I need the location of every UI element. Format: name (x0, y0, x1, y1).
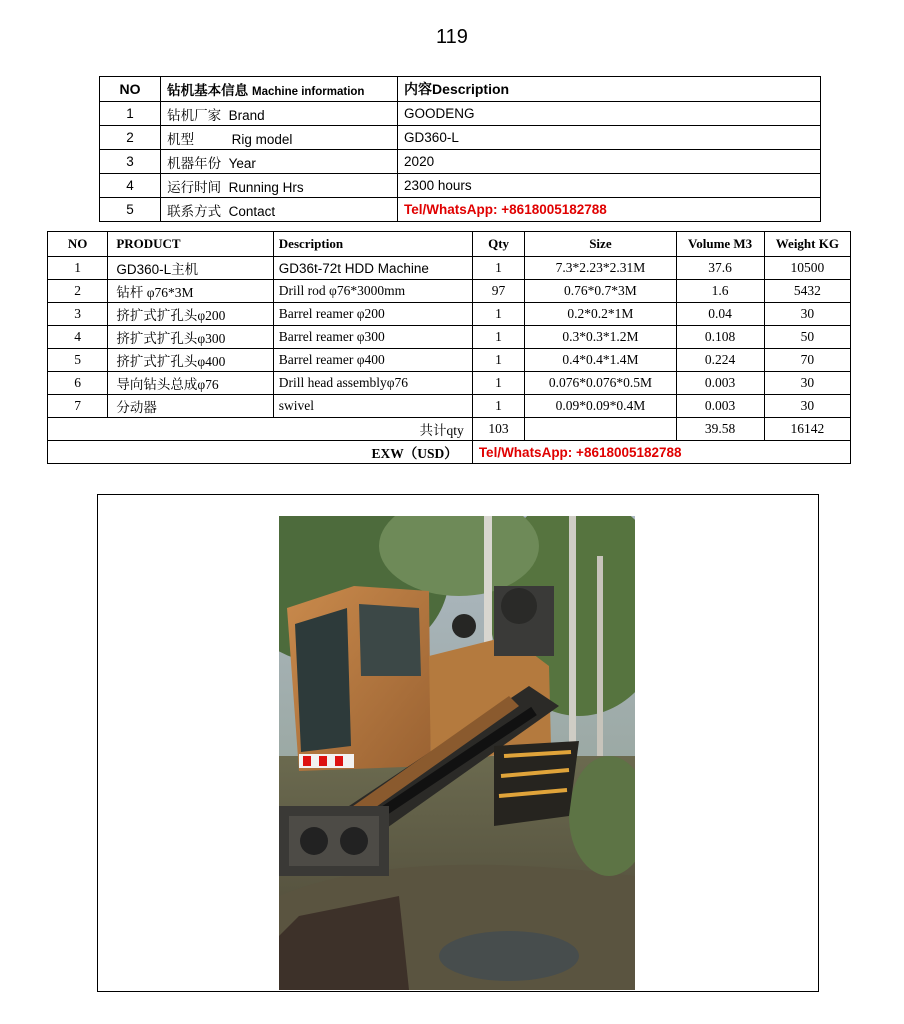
info-row (100, 102, 821, 126)
page-number: 119 (436, 26, 468, 48)
machine-info-table (99, 76, 821, 222)
cell-no: 5 (48, 349, 108, 372)
info-row (100, 174, 821, 198)
header-description: 内容Description (398, 77, 821, 102)
product-header (48, 232, 851, 257)
cell-size: 0.09*0.09*0.4M (525, 395, 676, 418)
product-row (48, 395, 851, 418)
cell-no: 3 (48, 303, 108, 326)
exw-contact: Tel/WhatsApp: +8618005182788 (472, 441, 850, 464)
info-no: 3 (100, 150, 161, 174)
cell-qty: 1 (472, 326, 524, 349)
cell-description: GD36t-72t HDD Machine (273, 257, 472, 280)
cell-description: Barrel reamer φ400 (273, 349, 472, 372)
cell-weight: 10500 (764, 257, 850, 280)
cell-description: Barrel reamer φ200 (273, 303, 472, 326)
total-weight: 16142 (764, 418, 850, 441)
info-label-en: Running Hrs (228, 179, 304, 195)
info-label (161, 102, 398, 126)
info-value: GD360-L (398, 126, 821, 150)
cell-volume: 1.6 (676, 280, 764, 303)
col-product: PRODUCT (108, 232, 273, 257)
header-info-zh: 钻机基本信息 (167, 83, 249, 99)
cell-size: 0.076*0.076*0.5M (525, 372, 676, 395)
cell-description: Drill head assemblyφ76 (273, 372, 472, 395)
cell-description: Drill rod φ76*3000mm (273, 280, 472, 303)
col-description: Description (273, 232, 472, 257)
header-no: NO (100, 77, 161, 102)
total-label: 共计qty (48, 418, 473, 441)
exw-label: EXW（USD） (48, 441, 473, 464)
cell-volume: 37.6 (676, 257, 764, 280)
info-label-en: Rig model (231, 131, 293, 147)
cell-qty: 1 (472, 303, 524, 326)
cell-no: 4 (48, 326, 108, 349)
cell-volume: 0.003 (676, 372, 764, 395)
info-row (100, 150, 821, 174)
cell-qty: 97 (472, 280, 524, 303)
info-value: 2020 (398, 150, 821, 174)
product-row (48, 372, 851, 395)
cell-weight: 70 (764, 349, 850, 372)
cell-qty: 1 (472, 349, 524, 372)
cell-size: 7.3*2.23*2.31M (525, 257, 676, 280)
total-volume: 39.58 (676, 418, 764, 441)
product-row (48, 280, 851, 303)
info-label-zh: 机器年份 (167, 155, 222, 172)
cell-no: 7 (48, 395, 108, 418)
product-row (48, 257, 851, 280)
info-label-zh: 运行时间 (167, 179, 222, 196)
cell-qty: 1 (472, 372, 524, 395)
cell-weight: 5432 (764, 280, 850, 303)
cell-no: 6 (48, 372, 108, 395)
cell-no: 1 (48, 257, 108, 280)
cell-product: 挤扩式扩孔头φ300 (108, 326, 273, 349)
cell-volume: 0.108 (676, 326, 764, 349)
cell-weight: 30 (764, 372, 850, 395)
cell-weight: 50 (764, 326, 850, 349)
cell-size: 0.2*0.2*1M (525, 303, 676, 326)
cell-product: 钻杆 φ76*3M (108, 280, 273, 303)
info-label-zh: 联系方式 (167, 203, 222, 220)
info-no: 2 (100, 126, 161, 150)
col-weight: Weight KG (764, 232, 850, 257)
info-value: 2300 hours (398, 174, 821, 198)
info-label (161, 126, 398, 150)
info-row (100, 126, 821, 150)
cell-size: 0.4*0.4*1.4M (525, 349, 676, 372)
cell-no: 2 (48, 280, 108, 303)
cell-volume: 0.224 (676, 349, 764, 372)
col-no: NO (48, 232, 108, 257)
info-row (100, 198, 821, 222)
total-qty: 103 (472, 418, 524, 441)
cell-weight: 30 (764, 303, 850, 326)
col-volume: Volume M3 (676, 232, 764, 257)
product-row (48, 303, 851, 326)
machine-info-header (100, 77, 821, 102)
exw-row (48, 441, 851, 464)
total-row (48, 418, 851, 441)
cell-product: 挤扩式扩孔头φ200 (108, 303, 273, 326)
header-info-en: Machine information (251, 86, 365, 98)
cell-volume: 0.04 (676, 303, 764, 326)
cell-product: 导向钻头总成φ76 (108, 372, 273, 395)
info-no: 5 (100, 198, 161, 222)
cell-size: 0.76*0.7*3M (525, 280, 676, 303)
info-label-en: Brand (228, 107, 265, 123)
info-no: 4 (100, 174, 161, 198)
cell-qty: 1 (472, 257, 524, 280)
cell-volume: 0.003 (676, 395, 764, 418)
col-size: Size (525, 232, 676, 257)
cell-description: swivel (273, 395, 472, 418)
cell-qty: 1 (472, 395, 524, 418)
cell-weight: 30 (764, 395, 850, 418)
cell-size: 0.3*0.3*1.2M (525, 326, 676, 349)
cell-description: Barrel reamer φ300 (273, 326, 472, 349)
drilling-rig-photo (279, 516, 635, 990)
product-row (48, 326, 851, 349)
header-machine-info (161, 77, 398, 102)
total-size-empty (525, 418, 676, 441)
cell-product: GD360-L主机 (108, 257, 273, 280)
info-label (161, 174, 398, 198)
col-qty: Qty (472, 232, 524, 257)
product-table (47, 231, 851, 464)
info-label (161, 198, 398, 222)
cell-product: 分动器 (108, 395, 273, 418)
info-label (161, 150, 398, 174)
info-label-en: Contact (228, 203, 276, 219)
product-row (48, 349, 851, 372)
contact-value: Tel/WhatsApp: +8618005182788 (398, 198, 821, 222)
info-label-zh: 钻机厂家 (167, 107, 222, 124)
cell-product: 挤扩式扩孔头φ400 (108, 349, 273, 372)
info-label-en: Year (228, 155, 256, 171)
photo-frame (97, 494, 819, 992)
info-label-zh: 机型 (167, 131, 195, 148)
info-value: GOODENG (398, 102, 821, 126)
info-no: 1 (100, 102, 161, 126)
